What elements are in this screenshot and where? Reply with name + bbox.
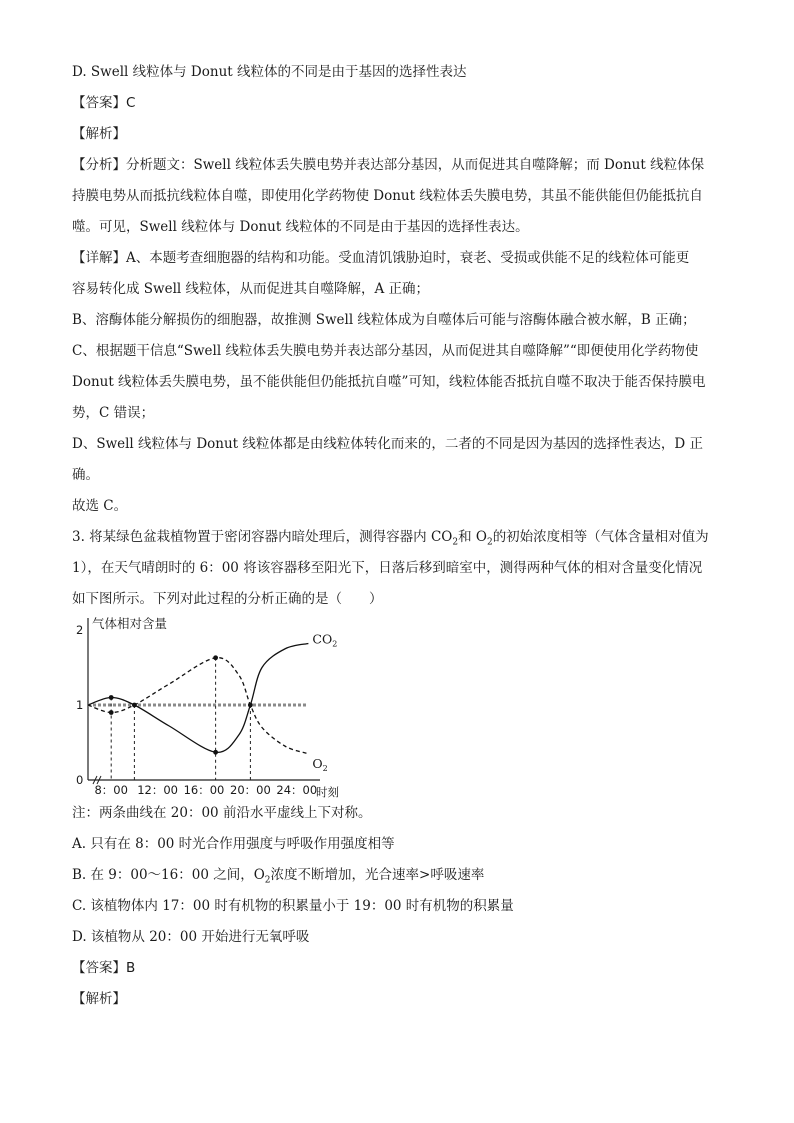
- data-point: [213, 655, 218, 660]
- option-b-text-a: B. 在 9：00～16：00 之间，O: [72, 867, 265, 883]
- x-tick-label: 24：00: [276, 783, 318, 797]
- x-tick-label: 12：00: [137, 783, 178, 797]
- y-tick-label: 1: [76, 698, 84, 712]
- x-axis-label: 时刻: [316, 785, 339, 799]
- x-tick-label: 8：00: [94, 783, 128, 797]
- series-label-co2: $CO_2$: [312, 631, 338, 649]
- b-explanation: B、溶酶体能分解损伤的细胞器，故推测 Swell 线粒体成为自噬体后可能与溶酶体融合被水解，B 正确；: [72, 312, 696, 328]
- chart-title: 气体相对含量: [92, 616, 168, 631]
- analysis-label-2: 【解析】: [72, 991, 126, 1007]
- document-page: [72, 62, 726, 1020]
- q3-sub-o2: 2: [486, 537, 493, 548]
- data-point: [248, 703, 253, 708]
- analysis-label: 【解析】: [72, 126, 126, 142]
- chart-note: 注：两条曲线在 20：00 前沿水平虚线上下对称。: [72, 805, 372, 821]
- fenxi-line-2: 持膜电势从而抵抗线粒体自噬，即使用化学药物使 Donut 线粒体丢失膜电势，其虽不能供能但仍能抵抗自: [72, 188, 703, 204]
- series-label-o2: $O_2$: [312, 755, 328, 773]
- data-point: [132, 703, 137, 708]
- option-b-text-b: 浓度不断增加，光合速率>呼吸速率: [270, 867, 485, 883]
- gas-content-chart: [72, 612, 339, 799]
- answer-label: 【答案】C: [72, 95, 136, 111]
- y-tick-label: 2: [76, 623, 84, 637]
- fenxi-line-3: 噬。可见，Swell 线粒体与 Donut 线粒体的不同是由于基因的选择性表达。: [72, 219, 529, 235]
- question-3-line-3: 如下图所示。下列对此过程的分析正确的是（ ）: [72, 591, 383, 607]
- y-tick-label: 0: [76, 773, 84, 787]
- q3-text-b: 和 O: [458, 529, 487, 545]
- fenxi-line-1: 【分析】分析题文：Swell 线粒体丢失膜电势并表达部分基因，从而促进其自噬降解；而 Donut 线粒体保: [72, 157, 705, 173]
- option-b: [72, 865, 726, 885]
- q3-text-c: 的初始浓度相等（气体含量相对值为: [492, 529, 709, 545]
- choose-answer: 故选 C。: [72, 498, 128, 514]
- xiangjie-line-1: 【详解】A、本题考查细胞器的结构和功能。受血清饥饿胁迫时，衰老、受损或供能不足的线粒体可能更: [72, 250, 690, 266]
- data-point: [109, 710, 114, 715]
- option-c: C. 该植物体内 17：00 时有机物的积累量小于 19：00 时有机物的积累量: [72, 898, 514, 914]
- series-line-co2: [88, 644, 308, 753]
- chart-svg: [72, 612, 339, 799]
- d-explanation-1: D、Swell 线粒体与 Donut 线粒体都是由线粒体转化而来的，二者的不同是因为基因的选择性表达，D 正: [72, 436, 704, 452]
- xiangjie-line-2: 容易转化成 Swell 线粒体，从而促进其自噬降解，A 正确；: [72, 281, 430, 297]
- c-explanation-3: 势，C 错误；: [72, 405, 155, 421]
- q3-sub-co2: 2: [452, 537, 459, 548]
- answer-label-2: 【答案】B: [72, 960, 136, 976]
- x-tick-label: 16：00: [183, 783, 225, 797]
- question-3-line-1: [72, 527, 726, 547]
- c-explanation-1: C、根据题干信息“Swell 线粒体丢失膜电势并表达部分基因，从而促进其自噬降解”“即便使用化学药物使: [72, 343, 699, 359]
- question-3-line-2: 1），在天气晴朗时的 6：00 将该容器移至阳光下，日落后移到暗室中，测得两种气体的相对含量变化情况: [72, 560, 703, 576]
- option-a: A. 只有在 8：00 时光合作用强度与呼吸作用强度相等: [72, 836, 395, 852]
- option-d: D. 该植物从 20：00 开始进行无氧呼吸: [72, 929, 310, 945]
- option-d-previous: D. Swell 线粒体与 Donut 线粒体的不同是由于基因的选择性表达: [72, 64, 467, 80]
- c-explanation-2: Donut 线粒体丢失膜电势，虽不能供能但仍能抵抗自噬”可知，线粒体能否抵抗自噬不取决于能否保持膜电: [72, 374, 706, 390]
- data-point: [109, 695, 114, 700]
- data-point: [213, 750, 218, 755]
- x-tick-label: 20：00: [230, 783, 271, 797]
- q3-text-a: 3. 将某绿色盆栽植物置于密闭容器内暗处理后，测得容器内 CO: [72, 529, 453, 545]
- d-explanation-2: 确。: [72, 467, 99, 483]
- option-b-sub: 2: [264, 875, 271, 886]
